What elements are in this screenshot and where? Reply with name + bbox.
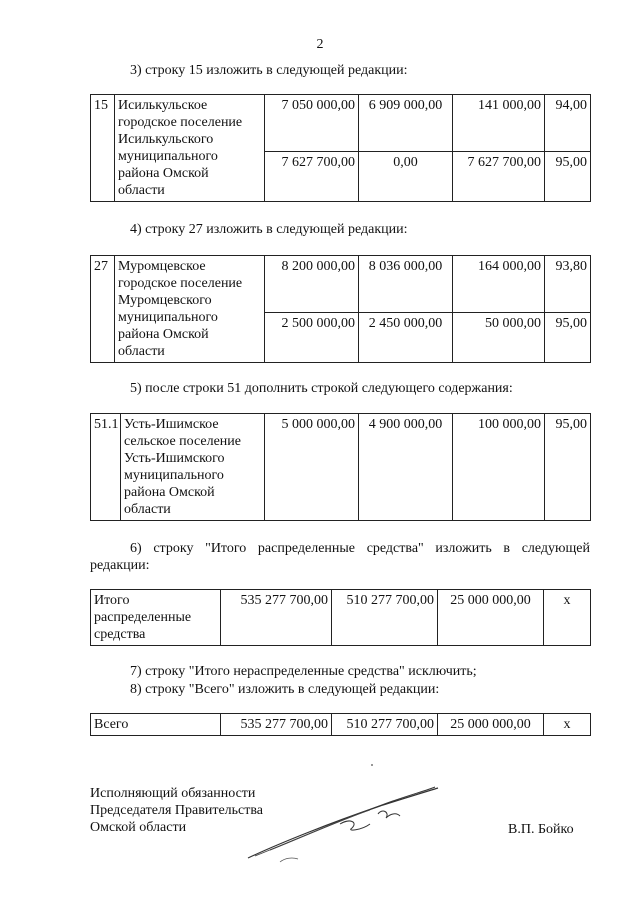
table-row-15 [90,94,591,202]
cell-amount-federal: 510 277 700,00 [332,714,438,736]
cell-percent: 95,00 [545,414,591,521]
total-label: Итого распределенные средства [91,590,221,646]
cell-amount-total: 7 627 700,00 [265,152,359,202]
cell-amount-federal: 4 900 000,00 [359,414,453,521]
cell-amount-local: 100 000,00 [453,414,545,521]
cell-percent: 95,00 [545,313,591,363]
handwritten-signature [240,778,450,868]
cell-amount-local: 25 000 000,00 [438,714,544,736]
cell-amount-local: 164 000,00 [453,256,545,313]
municipality-name: Исилькульское городское поселение Исилькульского муниципального района Омской области [115,95,265,202]
cell-percent: 94,00 [545,95,591,152]
cell-amount-total: 535 277 700,00 [221,590,332,646]
signatory-name: В.П. Бойко [508,822,574,837]
cell-amount-total: 5 000 000,00 [265,414,359,521]
table-row-51-1 [90,413,591,521]
section8-intro: 8) строку "Всего" изложить в следующей редакции: [130,682,440,697]
row-number: 51.1 [91,414,121,521]
section6-intro-cont: редакции: [90,558,150,573]
cell-amount-local: 50 000,00 [453,313,545,363]
cell-percent: 93,80 [545,256,591,313]
table-total-distributed [90,589,591,646]
cell-amount-total: 8 200 000,00 [265,256,359,313]
municipality-name: Муромцевское городское поселение Муромцевского муниципального района Омской области [115,256,265,363]
cell-percent: x [544,590,591,646]
cell-amount-total: 2 500 000,00 [265,313,359,363]
cell-amount-local: 141 000,00 [453,95,545,152]
cell-amount-federal: 6 909 000,00 [359,95,453,152]
cell-percent: 95,00 [545,152,591,202]
row-number: 27 [91,256,115,363]
section4-intro: 4) строку 27 изложить в следующей редакции: [130,222,408,237]
cell-amount-local: 7 627 700,00 [453,152,545,202]
grand-total-label: Всего [91,714,221,736]
cell-amount-federal: 0,00 [359,152,453,202]
cell-amount-federal: 510 277 700,00 [332,590,438,646]
section7-text: 7) строку "Итого нераспределенные средства" исключить; [130,664,477,679]
cell-amount-federal: 2 450 000,00 [359,313,453,363]
table-row-27 [90,255,591,363]
signatory-title: Исполняющий обязанности Председателя Правительства Омской области [90,786,264,835]
row-number: 15 [91,95,115,202]
section6-intro: 6) строку "Итого распределенные средства" изложить в следующей [130,541,590,556]
municipality-name: Усть-Ишимское сельское поселение Усть-Ишимского муниципального района Омской области [121,414,265,521]
page-number: 2 [316,37,324,52]
cell-amount-total: 535 277 700,00 [221,714,332,736]
cell-amount-local: 25 000 000,00 [438,590,544,646]
section3-intro: 3) строку 15 изложить в следующей редакции: [130,63,408,78]
cell-percent: x [544,714,591,736]
section5-intro: 5) после строки 51 дополнить строкой следующего содержания: [130,381,513,396]
cell-amount-total: 7 050 000,00 [265,95,359,152]
ink-dot [371,764,373,766]
cell-amount-federal: 8 036 000,00 [359,256,453,313]
table-grand-total [90,713,591,736]
